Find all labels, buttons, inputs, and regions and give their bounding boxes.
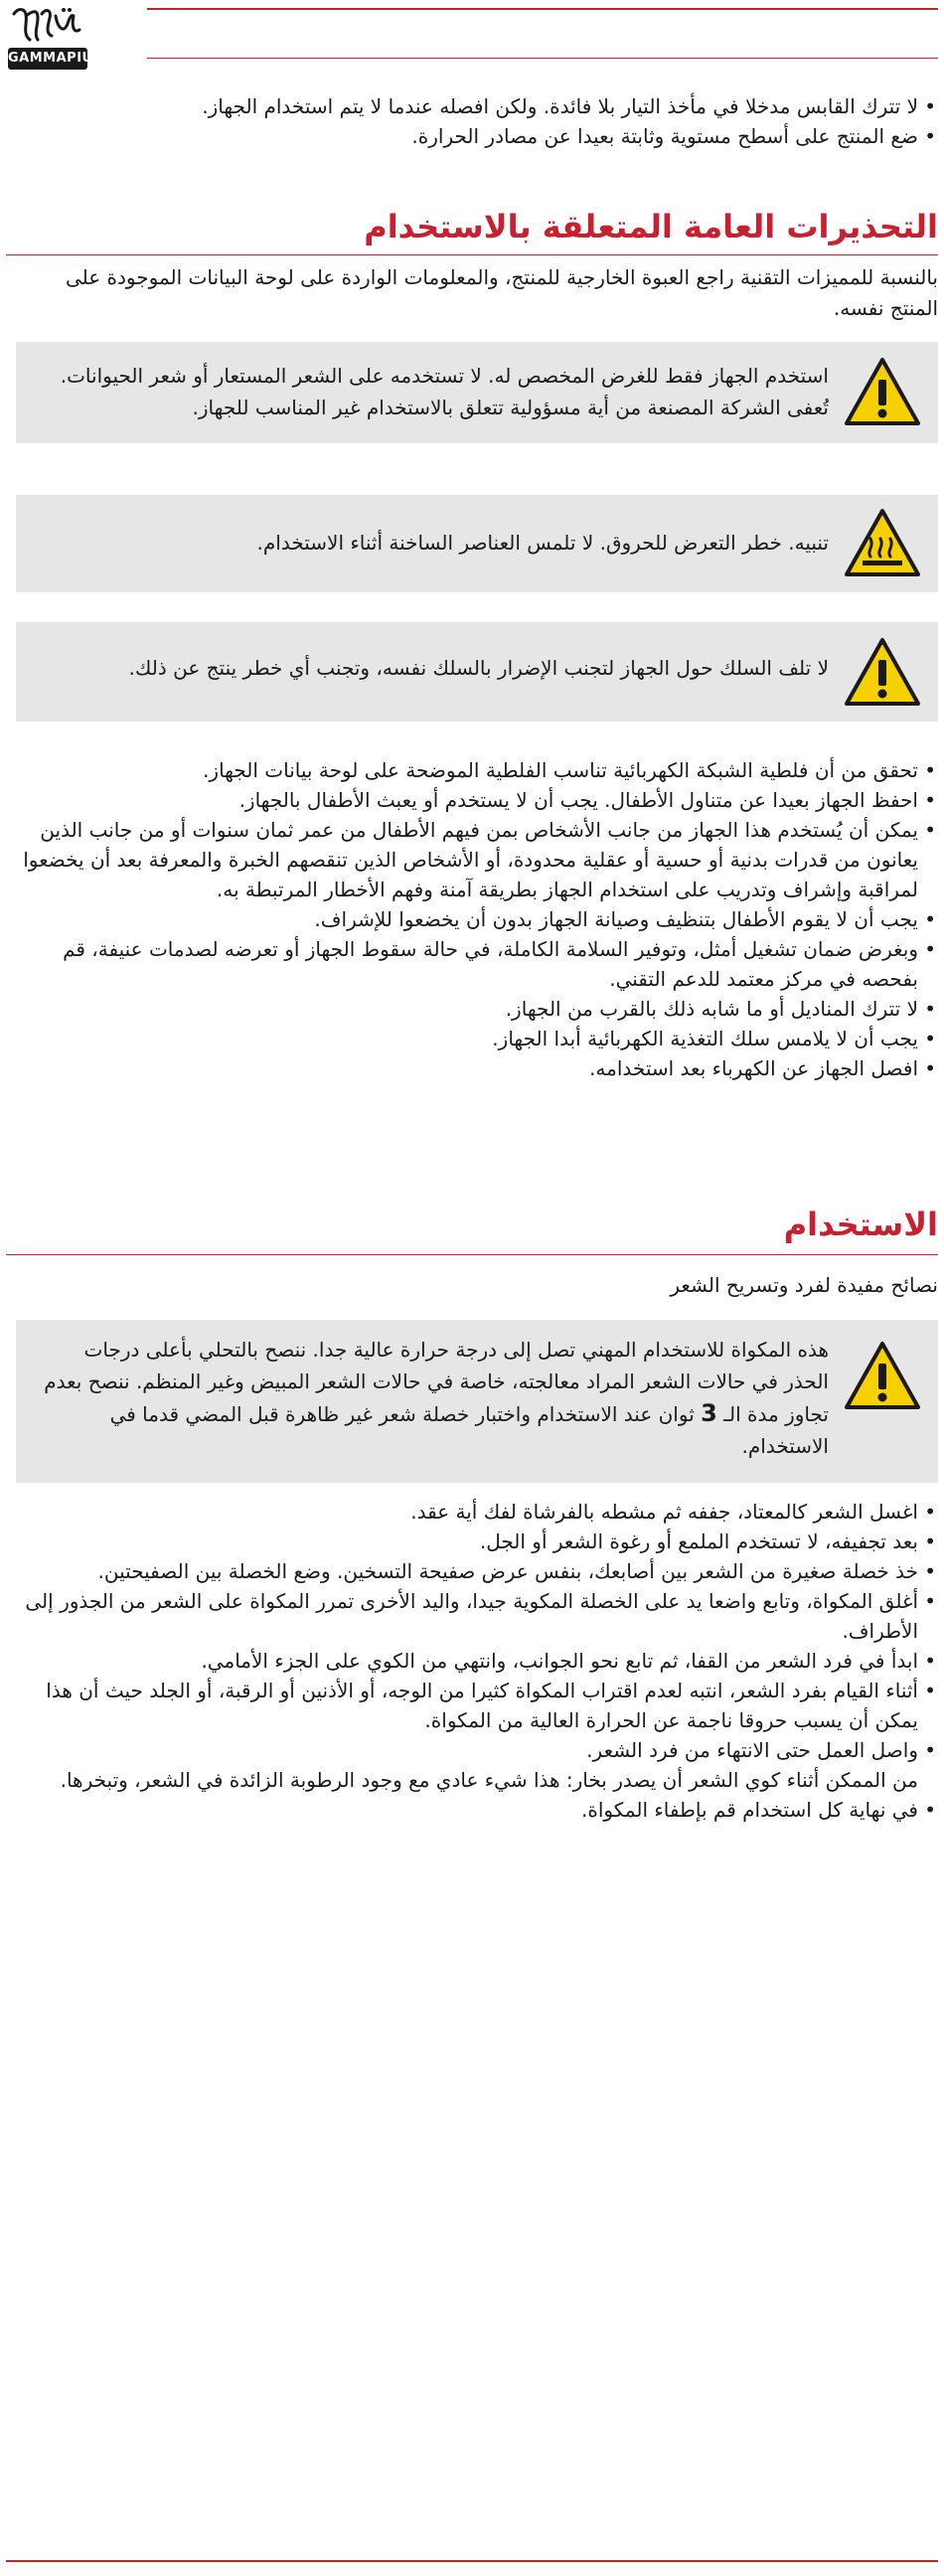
list-item: • في نهاية كل استخدام قم بإطفاء المكواة.: [16, 1795, 938, 1825]
warning-text: تنبيه. خطر التعرض للحروق. لا تلمس العناصر الساخنة أثناء الاستخدام.: [256, 531, 829, 555]
list-item: • يمكن أن يُستخدم هذا الجهاز من جانب الأشخاص بمن فيهم الأطفال من عمر ثمان سنوات أو من جانب الذين يعانون من قدرات بدنية أو حسية أو عقلية محدودة، أو الأشخاص الذين تنقصهم الخبرة والمعرفة بعد أن يخضعوا لمراقبة وإشراف وتدريب على استخدام الجهاز بطريقة آمنة وفهم الأخطار المرتبطة به.: [16, 815, 938, 904]
warning-text: استخدم الجهاز فقط للغرض المخصص له. لا تستخدمه على الشعر المستعار أو شعر الحيوانات. تُعفى الشركة المصنعة من أية مسؤولية تتعلق بالاستخدام غير المناسب للجهاز.: [60, 364, 829, 419]
usage-note: من الممكن أثناء كوي الشعر أن يصدر بخار: هذا شيء عادي مع وجود الرطوبة الزائدة في الشعر، وتبخرها.: [60, 1768, 918, 1792]
warning-text-part: ثوان عند الاستخدام واختبار خصلة شعر غير ظاهرة قبل المضي قدما في الاستخدام.: [109, 1402, 829, 1458]
general-warnings-list: [16, 755, 938, 1083]
warning-box: [16, 622, 938, 722]
section-title-usage: الاستخدام: [783, 1206, 938, 1243]
section-rule: [6, 1254, 938, 1255]
list-item: • واصل العمل حتى الانتهاء من فرد الشعر.: [16, 1735, 938, 1765]
list-item: • لا تترك المناديل أو ما شابه ذلك بالقرب من الجهاز.: [16, 994, 938, 1024]
hot-surface-warning-icon: [843, 507, 922, 578]
section-title-general-warnings: التحذيرات العامة المتعلقة بالاستخدام: [364, 208, 938, 245]
header-rule: [147, 8, 938, 10]
warning-box: [16, 495, 938, 592]
list-item: • أغلق المكواة، وتابع واضعا يد على الخصلة المكوية جيدا، واليد الأخرى تمرر المكواة على الشعر من الجذور إلى الأطراف.: [16, 1586, 938, 1646]
warning-text-part: هذه المكواة للاستخدام المهني تصل إلى درجة حرارة عالية جدا. ننصح بالتحلي بأعلى درجات الحذر في حالات الشعر المراد معالجته، خاصة في حالات الشعر المبيض وغير المنظم. ننصح بعدم تجاوز مدة الـ: [44, 1338, 829, 1426]
list-item: • بعد تجفيفه، لا تستخدم الملمع أو رغوة الشعر أو الجل.: [16, 1527, 938, 1556]
exclamation-warning-icon: [843, 356, 922, 427]
warning-text: لا تلف السلك حول الجهاز لتجنب الإضرار بالسلك نفسه، وتجنب أي خطر ينتج عن ذلك.: [128, 656, 829, 680]
list-item: • ابدأ في فرد الشعر من القفا، ثم تابع نحو الجوانب، وانتهي من الكوي على الجزء الأمامي.: [16, 1646, 938, 1676]
intro-paragraph: بالنسبة للمميزات التقنية راجع العبوة الخارجية للمنتج، والمعلومات الواردة على لوحة البيانات الموجودة على المنتج نفسه.: [65, 265, 938, 320]
list-item: • خذ خصلة صغيرة من الشعر بين أصابعك، بنفس عرض صفيحة التسخين. وضع الخصلة بين الصفيحتين.: [16, 1556, 938, 1586]
list-item: • تحقق من أن فلطية الشبكة الكهربائية تناسب الفلطية الموضحة على لوحة بيانات الجهاز.: [16, 755, 938, 785]
brand-script-logo: [8, 4, 87, 46]
usage-subtitle: نصائح مفيدة لفرد وتسريح الشعر: [670, 1273, 938, 1297]
footer-rule: [6, 2560, 938, 2562]
list-item: • افصل الجهاز عن الكهرباء بعد استخدامه.: [16, 1053, 938, 1083]
list-item: • وبغرض ضمان تشغيل أمثل، وتوفير السلامة الكاملة، في حالة سقوط الجهاز أو تعرضه لصدمات عنيفة، قم بفحصه في مركز معتمد للدعم التقني.: [16, 934, 938, 994]
header-rule-secondary: [147, 58, 938, 59]
list-item: • ضع المنتج على أسطح مستوية وثابتة بعيدا عن مصادر الحرارة.: [16, 121, 938, 151]
top-bullet-list: [16, 91, 938, 151]
brand-band: GAMMAPIU: [8, 48, 87, 70]
usage-list: [16, 1497, 938, 1825]
section-rule: [6, 254, 938, 255]
exclamation-warning-icon: [843, 636, 922, 708]
list-item: • أثناء القيام بفرد الشعر، انتبه لعدم اقتراب المكواة كثيرا من الوجه، أو الأذنين أو الرقبة، أو الجلد حيث أن هذا يمكن أن يسبب حروقا ناجمة عن الحرارة العالية من المكواة.: [16, 1676, 938, 1735]
exclamation-warning-icon: [843, 1340, 922, 1411]
warning-text: [42, 1334, 829, 1462]
list-item: • يجب أن لا يقوم الأطفال بتنظيف وصيانة الجهاز بدون أن يخضعوا للإشراف.: [16, 904, 938, 934]
list-item: • يجب أن لا يلامس سلك التغذية الكهربائية أبدا الجهاز.: [16, 1024, 938, 1053]
warning-box: [16, 1320, 938, 1483]
warning-box: [16, 342, 938, 443]
brand-logo: [6, 4, 93, 76]
warning-seconds-value: 3: [701, 1399, 717, 1427]
list-item: • لا تترك القابس مدخلا في مأخذ التيار بلا فائدة. ولكن افصله عندما لا يتم استخدام الجهاز.: [16, 91, 938, 121]
list-item: • احفظ الجهاز بعيدا عن متناول الأطفال. يجب أن لا يستخدم أو يعبث الأطفال بالجهاز.: [16, 785, 938, 815]
list-item: • اغسل الشعر كالمعتاد، جففه ثم مشطه بالفرشاة لفك أية عقد.: [16, 1497, 938, 1527]
